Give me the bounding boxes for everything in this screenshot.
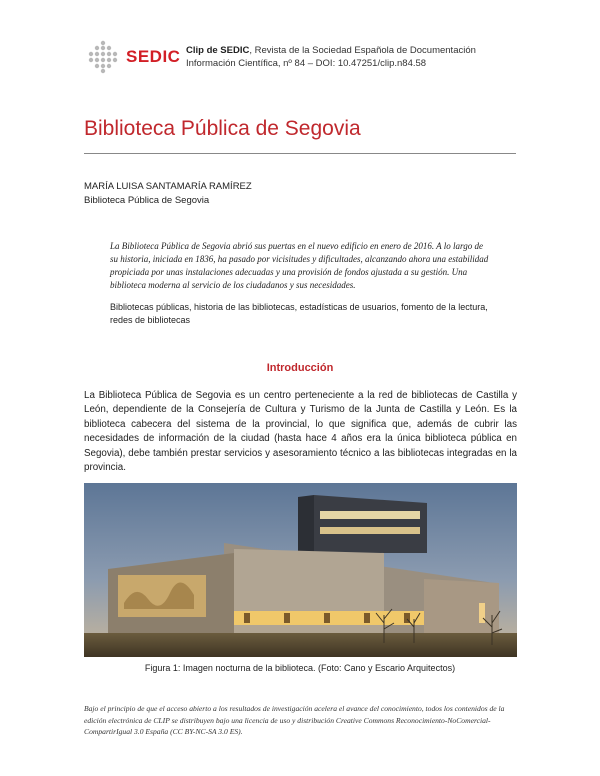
figure-caption: Figura 1: Imagen nocturna de la biblioteca. (Foto: Cano y Escario Arquitectos) [144,663,456,673]
journal-name: Clip de SEDIC [186,45,250,56]
author-name: MARÍA LUISA SANTAMARÍA RAMÍREZ [84,181,252,192]
journal-name-rest: , Revista de la Sociedad Española de Documentación [249,45,476,56]
section-heading: Introducción [266,362,334,374]
author-affiliation: Biblioteca Pública de Segovia [84,195,210,206]
license-notice: Bajo el principio de que el acceso abierto a los resultados de investigación acelera el avance del conocimiento, todos los contenidos de la edición electrónica de CLIP se distribuyen bajo una licencia de uso y distribución Creative Commons Reconocimiento-NoComercial-CompartirIgual 3.0 España (CC BY-NC-SA 3.0 ES). [84,704,505,736]
library-night-photo [84,483,517,657]
journal-doi: Información Científica, nº 84 – DOI: 10.47251/clip.n84.58 [186,58,427,69]
section-body: La Biblioteca Pública de Segovia es un centro perteneciente a la red de bibliotecas de Castilla y León, dependiente de la Consejería de Cultura y Turismo de la Junta de Castilla y León. Es la biblioteca cabecera del sistema de la provincial, lo que significa que, además de cubrir las necesidades de información de la ciudad (hasta hace 4 años era la única biblioteca pública en Segovia), debe también prestar servicios y asesoramiento técnico a las bibliotecas integradas en la provincia. [84,390,517,474]
article-title: Biblioteca Pública de Segovia [84,117,361,140]
abstract: La Biblioteca Pública de Segovia abrió sus puertas en el nuevo edificio en enero de 2016. A lo largo de su historia, iniciada en 1836, ha pasado por vicisitudes y dificultades, alcanzando ahora una estabilidad propiciada por unas instalaciones adecuadas y una provisión de fondos ajustada a su gestión. Una biblioteca moderna al servicio de los ciudadanos y sus necesidades. [110,241,489,290]
sedic-logo-icon [86,40,120,74]
keywords: Bibliotecas públicas, historia de las bibliotecas, estadísticas de usuarios, fomento de la lectura, redes de bibliotecas [110,302,488,325]
journal-citation [186,44,516,70]
title-divider [84,153,516,154]
brand-logo-text: SEDIC [126,47,181,66]
